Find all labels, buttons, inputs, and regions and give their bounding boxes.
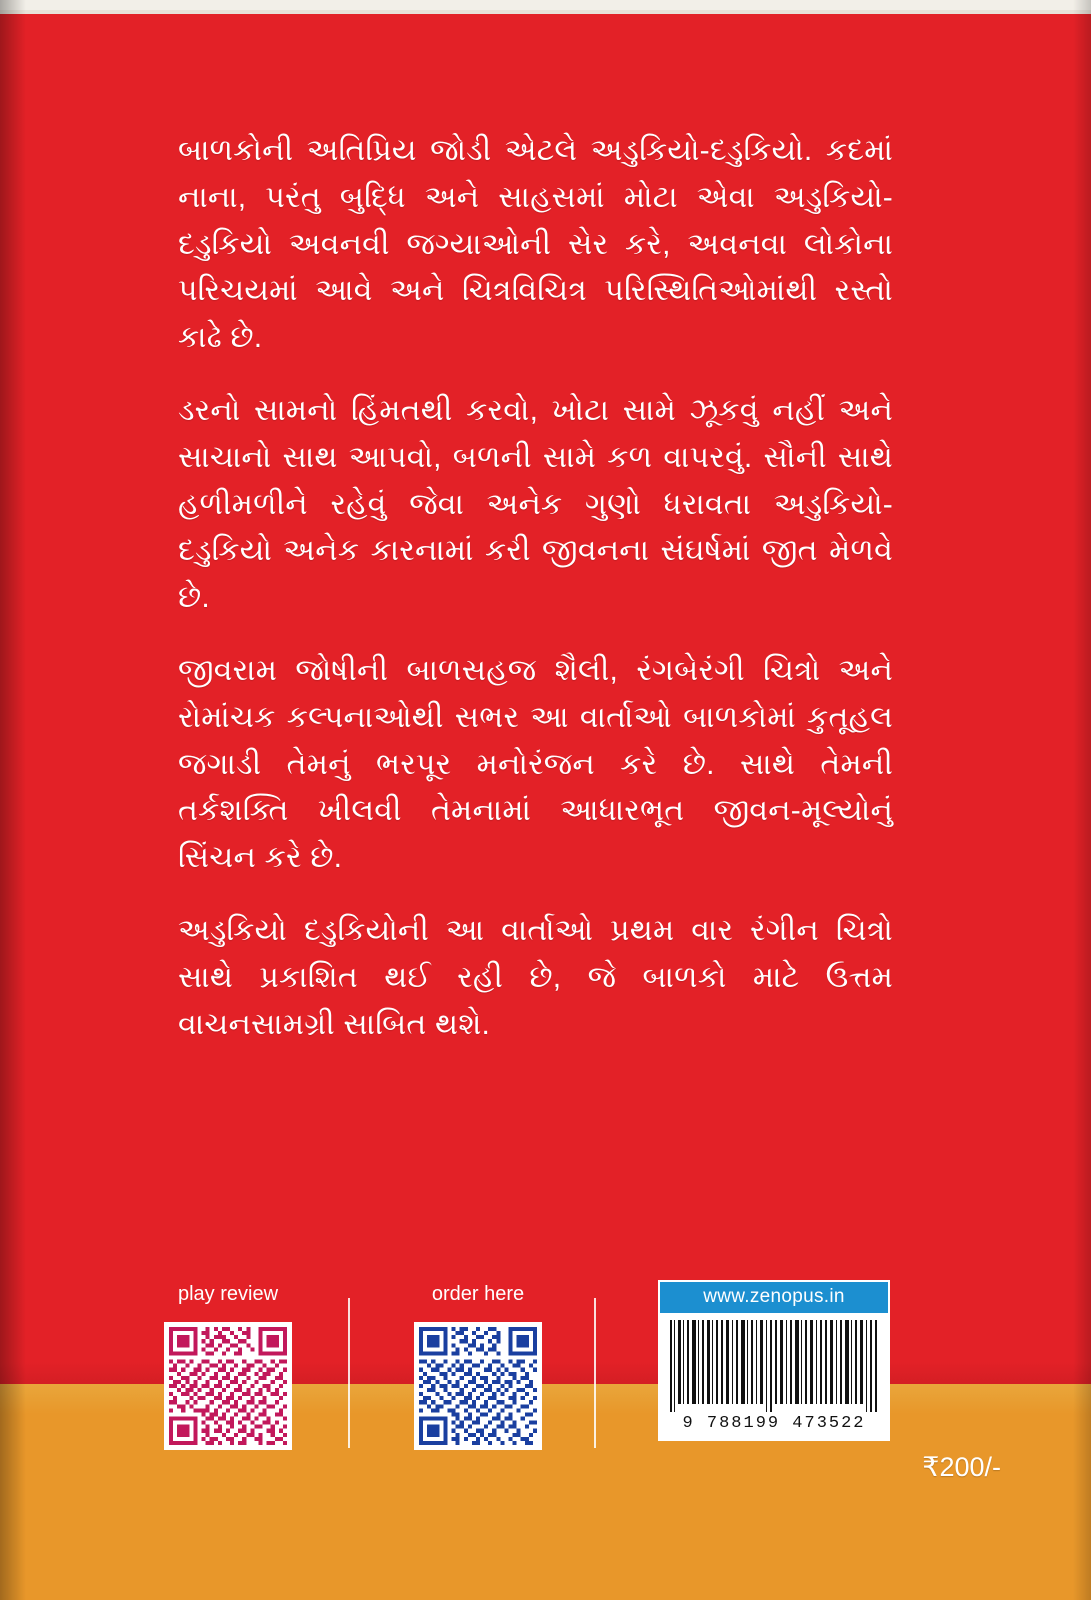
publisher-website-label[interactable]: www.zenopus.in	[660, 1282, 888, 1313]
barcode-digits: 9 788199 473522	[660, 1414, 888, 1439]
barcode-icon	[660, 1313, 888, 1414]
price-label: ₹200/-	[922, 1452, 1001, 1482]
blurb-paragraph-4: અડુકિયો દડુકિયોની આ વાર્તાઓ પ્રથમ વાર રંગીન ચિત્રો સાથે પ્રકાશિત થઈ રહી છે, જે બાળકો માટે ઉત્તમ વાચનસામગ્રી સાબિત થશે.	[178, 913, 893, 1041]
order-here-block	[412, 1284, 544, 1450]
qr-code-icon-play-review[interactable]	[164, 1322, 292, 1450]
play-review-label: play review	[177, 1283, 279, 1305]
qr-code-icon-order-here[interactable]	[414, 1322, 542, 1450]
footer-row	[0, 1270, 1091, 1482]
blurb-paragraph-1: બાળકોની અતિપ્રિય જોડી એટલે અડુકિયો-દડુકિયો. કદમાં નાના, પરંતુ બુદ્ધિ અને સાહસમાં મોટા એવા અડુકિયો-દડુકિયો અવનવી જગ્યાઓની સેર કરે, અવનવા લોકોના પરિચયમાં આવે અને ચિત્રવિચિત્ર પરિસ્થિતિઓમાંથી રસ્તો કાઢે છે.	[178, 134, 893, 355]
footer-divider-1	[348, 1298, 350, 1448]
play-review-block	[162, 1284, 294, 1450]
page-top-edge	[0, 0, 1091, 10]
barcode-block	[658, 1280, 890, 1441]
blurb-paragraph-2: ડરનો સામનો હિંમતથી કરવો, ખોટા સામે ઝૂકવું નહીં અને સાચાનો સાથ આપવો, બળની સામે કળ વાપરવું. સૌની સાથે હળીમળીને રહેવું જેવા અનેક ગુણો ધરાવતા અડુકિયો-દડુકિયો અનેક કારનામાં કરી જીવનના સંઘર્ષમાં જીત મેળવે છે.	[178, 393, 893, 615]
blurb-paragraph-3: જીવરામ જોષીની બાળસહજ શૈલી, રંગબેરંગી ચિત્રો અને રોમાંચક કલ્પનાઓથી સભર આ વાર્તાઓ બાળકોમાં કુતૂહલ જગાડી તેમનું ભરપૂર મનોરંજન કરે છે. સાથે તેમની તર્કશક્તિ ખીલવી તેમનામાં આધારભૂત જીવન-મૂલ્યોનું સિંચન કરે છે.	[178, 653, 893, 875]
footer-divider-2	[594, 1298, 596, 1448]
back-cover-blurb	[178, 128, 893, 1048]
order-here-label: order here	[431, 1283, 525, 1305]
